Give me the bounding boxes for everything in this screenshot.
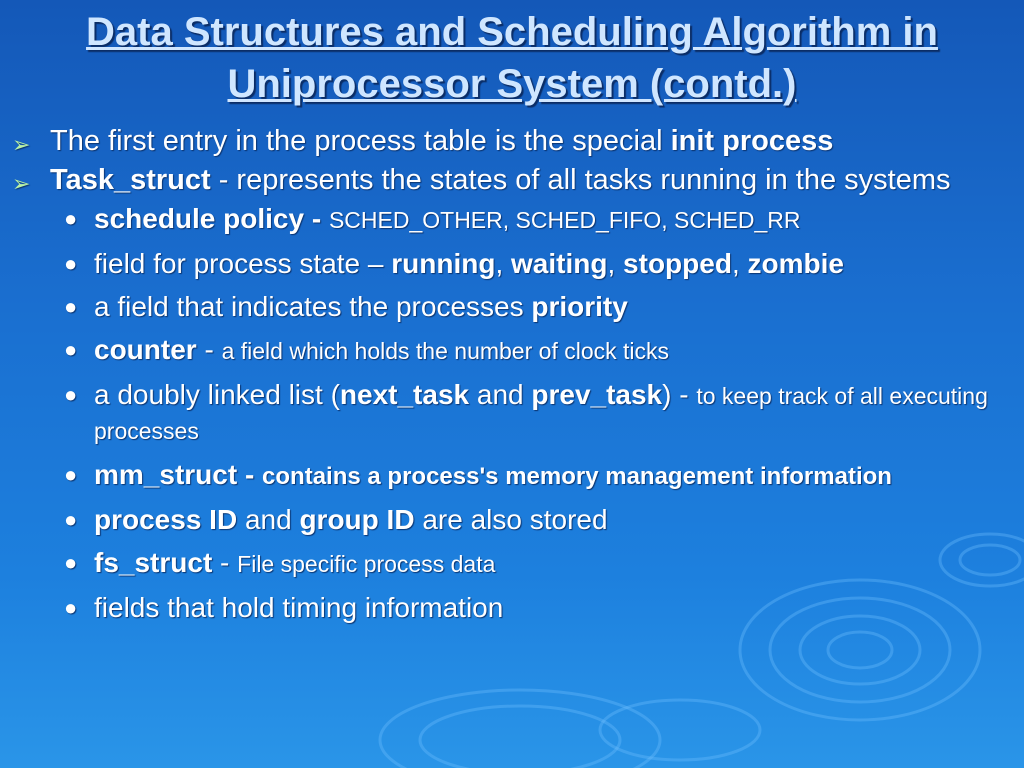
dot-bullet-icon: ●	[64, 462, 78, 487]
dot-bullet-icon: ●	[64, 337, 78, 362]
sub-bullet-timing: ● fields that hold timing information	[64, 592, 504, 623]
dot-bullet-icon: ●	[64, 206, 78, 231]
dot-bullet-icon: ●	[64, 251, 78, 276]
slide-title-line-2: Uniprocessor System (contd.)	[227, 62, 797, 106]
dot-bullet-icon: ●	[64, 294, 78, 319]
sub-bullet-priority: ● a field that indicates the processes priority	[64, 291, 628, 322]
slide-content	[12, 124, 1017, 634]
dot-bullet-icon: ●	[64, 507, 78, 532]
dot-bullet-icon: ●	[64, 595, 78, 620]
dot-bullet-icon: ●	[64, 382, 78, 407]
sub-bullet-process-state: ● field for process state – running, waiting, stopped, zombie	[64, 248, 844, 279]
sub-bullet-fs-struct: ● fs_struct - File specific process data	[64, 547, 496, 578]
slide-title-line-1: Data Structures and Scheduling Algorithm in	[86, 10, 938, 54]
arrow-bullet-icon: ➢	[12, 171, 31, 196]
sub-bullet-linked-list: ● a doubly linked list (next_task and prev_task) - to keep track of all executing processes	[64, 379, 988, 444]
dot-bullet-icon: ●	[64, 550, 78, 575]
sub-bullet-process-id: ● process ID and group ID are also stored	[64, 504, 608, 535]
sub-bullet-mm-struct: ● mm_struct - contains a process's memory management information	[64, 459, 892, 490]
arrow-bullet-icon: ➢	[12, 132, 31, 157]
sub-bullet-schedule-policy: ● schedule policy - SCHED_OTHER, SCHED_FIFO, SCHED_RR	[64, 203, 801, 234]
sub-bullet-counter: ● counter - a field which holds the number of clock ticks	[64, 334, 670, 365]
slide-title	[0, 6, 1024, 110]
bullet-init-process: ➢ The first entry in the process table is the special init process	[12, 124, 1017, 159]
bullet-task-struct: ➢ Task_struct - represents the states of all tasks running in the systems	[12, 163, 1017, 198]
